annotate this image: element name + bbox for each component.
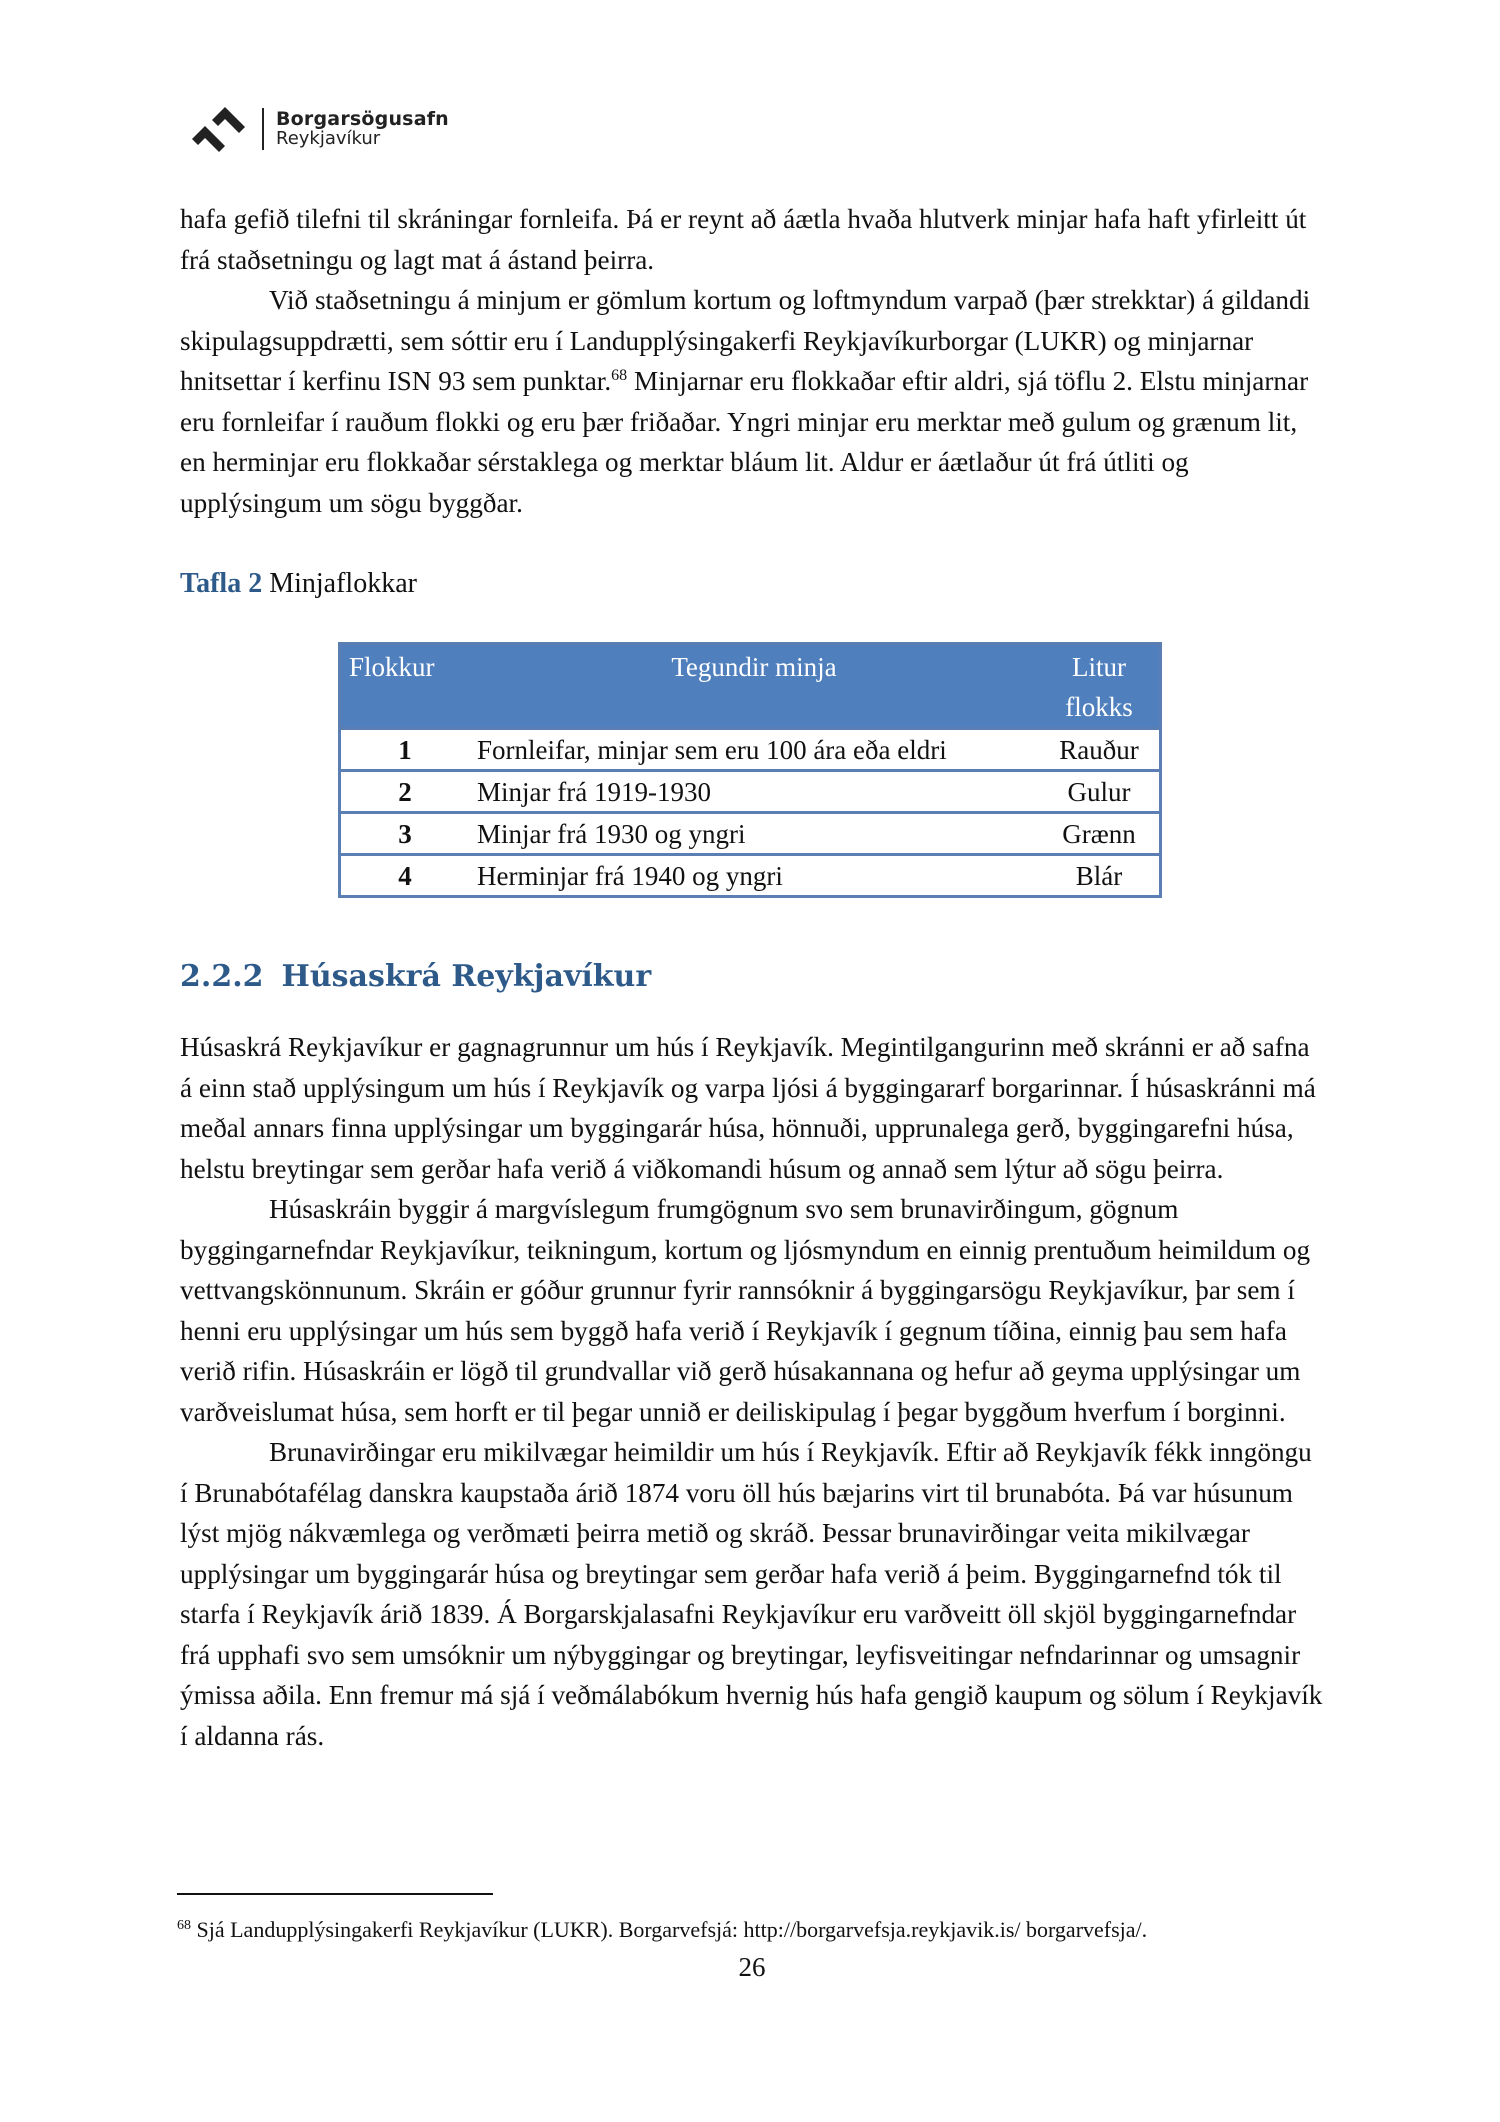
paragraph: Brunavirðingar eru mikilvægar heimildir um hús í Reykjavík. Eftir að Reykjavík fékk inngöngu í Brunabótafélag danskra kaupstaða árið 1874 voru öll hús bæjarins virt til brunabóta. Þá var húsunum lýst mjög nákvæmlega og verðmæti þeirra metið og skráð. Þessar brunavirðingar veita mikilvægar upplýsingar um byggingarár húsa og breytingar sem gerðar hafa verið á þeim. Byggingarnefnd tók til starfa í Reykjavík árið 1839. Á Borgarskjalasafni Reykjavíkur eru varðveitt öll skjöl byggingarnefndar frá upphafi svo sem umsóknir um nýbyggingar og breytingar, leyfisveitingar nefndarinnar og umsagnir ýmissa aðila. Enn fremur má sjá í veðmálabókum hvernig hús hafa gengið kaupum og sölum í Reykjavík í aldanna rás. (180, 1437, 1323, 1751)
table-row (340, 855, 1161, 897)
cell-tegund: Minjar frá 1919-1930 (469, 771, 1039, 813)
footnote (177, 1915, 1147, 1945)
section-number: 2.2.2 (180, 959, 264, 994)
section-title: Húsaskrá Reykjavíkur (281, 959, 652, 994)
paragraph: Húsaskráin byggir á margvíslegum frumgögnum svo sem brunavirðingum, gögnum byggingarnefndar Reykjavíkur, teikningum, kortum og ljósmyndum en einnig prentuðum heimildum og vettvangskönnunum. Skráin er góður grunnur fyrir rannsóknir á byggingarsögu Reykjavíkur, þar sem í henni eru upplýsingar um hús sem byggð hafa verið í Reykjavík í gegnum tíðina, einnig þau sem hafa verið rifin. Húsaskráin er lögð til grundvallar við gerð húsakannana og hefur að geyma upplýsingar um varðveislumat húsa, sem horft er til þegar unnið er deiliskipulag í þegar byggðum hverfum í borginni. (180, 1194, 1311, 1427)
paragraph: hafa gefið tilefni til skráningar fornleifa. Þá er reynt að áætla hvaða hlutverk minjar hafa haft yfirleitt út frá staðsetningu og lagt mat á ástand þeirra. (180, 204, 1307, 275)
chevron-up-double-icon (192, 106, 248, 152)
paragraph-text: Minjarnar eru flokkaðar eftir aldri, sjá töflu 2. Elstu minjarnar eru fornleifar í rauðum flokki og eru þær friðaðar. Yngri minjar eru merktar með gulum og grænum lit, en herminjar eru flokkaðar sérstaklega og merktar bláum lit. Aldur er áætlaður út frá útliti og upplýsingum um sögu byggðar. (180, 366, 1309, 518)
table-caption-label: Tafla 2 (180, 568, 263, 599)
table-header-row (340, 644, 1161, 729)
logo-title: Borgarsögusafn (276, 107, 449, 130)
page-number (0, 1952, 1500, 1983)
cell-flokkur: 3 (340, 813, 470, 855)
cell-flokkur: 2 (340, 771, 470, 813)
cell-flokkur: 1 (340, 729, 470, 771)
column-header-flokkur: Flokkur (340, 644, 470, 729)
paragraph (180, 280, 1324, 523)
cell-litur: Gulur (1039, 771, 1161, 813)
museum-logo (192, 104, 449, 154)
cell-flokkur: 4 (340, 855, 470, 897)
page-number-text: 26 (738, 1952, 766, 1982)
table-row (340, 729, 1161, 771)
table-row (340, 771, 1161, 813)
paragraph-text: Við staðsetningu á minjum er gömlum kortum og loftmyndum varpað (þær strekktar) á gildandi skipulagsuppdrætti, sem sóttir eru í Landupplýsingakerfi Reykjavíkurborgar (LUKR) og minjarnar hnitsettar í kerfinu ISN 93 sem punktar. (180, 285, 1311, 396)
table-caption-title: Minjaflokkar (269, 568, 417, 599)
cell-litur: Blár (1039, 855, 1161, 897)
section-heading (180, 955, 651, 999)
cell-tegund: Herminjar frá 1940 og yngri (469, 855, 1039, 897)
table-caption (180, 564, 417, 604)
cell-litur: Grænn (1039, 813, 1161, 855)
category-table (338, 642, 1162, 898)
column-header-tegund: Tegundir minja (469, 644, 1039, 729)
cell-litur: Rauður (1039, 729, 1161, 771)
table-row (340, 813, 1161, 855)
footnote-ref[interactable]: 68 (611, 367, 628, 384)
cell-tegund: Minjar frá 1930 og yngri (469, 813, 1039, 855)
intro-text (180, 199, 1324, 523)
logo-divider (262, 108, 264, 150)
footnote-number: 68 (177, 1918, 191, 1933)
paragraph: Húsaskrá Reykjavíkur er gagnagrunnur um hús í Reykjavík. Megintilgangurinn með skránni er að safna á einn stað upplýsingum um hús í Reykjavík og varpa ljósi á byggingararf borgarinnar. Í húsaskránni má meðal annars finna upplýsingar um byggingarár húsa, hönnuði, upprunalega gerð, byggingarefni húsa, helstu breytingar sem gerðar hafa verið á viðkomandi húsum og annað sem lýtur að sögu þeirra. (180, 1032, 1316, 1184)
logo-subtitle: Reykjavíkur (276, 127, 381, 149)
footnote-text: Sjá Landupplýsingakerfi Reykjavíkur (LUKR). Borgarvefsjá: http://borgarvefsja.reykjavik.is/ borgarvefsja/. (196, 1917, 1148, 1942)
column-header-litur: Litur flokks (1039, 644, 1161, 729)
footnote-separator (177, 1893, 493, 1895)
cell-tegund: Fornleifar, minjar sem eru 100 ára eða eldri (469, 729, 1039, 771)
section-text (180, 1027, 1324, 1756)
